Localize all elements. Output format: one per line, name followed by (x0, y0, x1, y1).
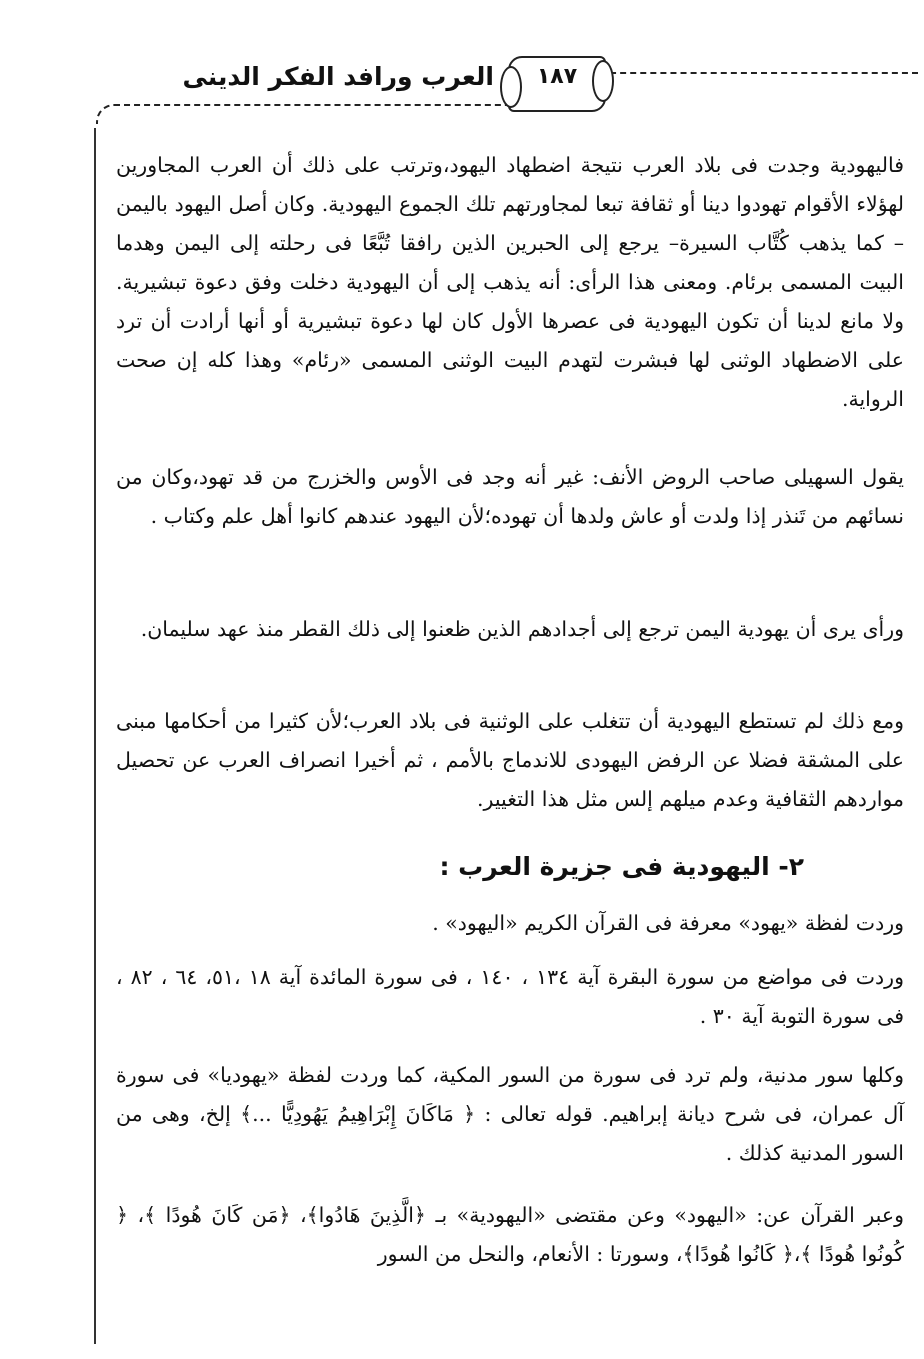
section-paragraph-1: وردت لفظة «يهود» معرفة فى القرآن الكريم «اليهود» . (432, 911, 904, 935)
section-paragraph-4: وعبر القرآن عن: «اليهود» وعن مقتضى «اليهودية» بـ ﴿الَّذِينَ هَادُوا﴾، ﴿مَن كَانَ هُودًا ﴾، ﴿ كُونُوا هُودًا ﴾،﴿ كَانُوا هُودًا﴾، وسورتا : الأنعام، والنحل من السور (116, 1203, 904, 1266)
paragraph-3: ورأى يرى أن يهودية اليمن ترجع إلى أجدادهم الذين ظعنوا إلى ذلك القطر منذ عهد سليمان. (140, 617, 904, 641)
header-dashed-rule (600, 72, 918, 74)
page-number: ١٨٧ (536, 64, 578, 89)
margin-rule (94, 128, 96, 1344)
running-title: العرب ورافد الفكر الدينى (182, 62, 494, 91)
header-dashed-corner (96, 104, 528, 124)
section-heading: ٢- اليهودية فى جزيرة العرب : (439, 852, 804, 881)
paragraph-4: ومع ذلك لم تستطع اليهودية أن تتغلب على الوثنية فى بلاد العرب؛لأن كثيرا من أحكامها مبنى على المشقة فضلا عن الرفض اليهودى للاندماج بالأمم ، ثم أخيرا انصراف العرب عن تحصيل مواردهم الثقافية وعدم ميلهم إلس مثل هذا التغيير. (116, 709, 904, 811)
section-paragraph-3: وكلها سور مدنية، ولم ترد فى سورة من السور المكية، كما وردت لفظة «يهوديا» فى سورة آل عمران، فى شرح ديانة إبراهيم. قوله تعالى : ﴿ مَاكَانَ إِبْرَاهِيمُ يَهُودِيًّا ...﴾ إلخ، وهى من السور المدنية كذلك . (116, 1063, 904, 1165)
section-paragraph-2: وردت فى مواضع من سورة البقرة آية ١٣٤ ، ١٤٠ ، فى سورة المائدة آية ١٨ ،٥١، ٦٤ ، ٨٢ ، فى سورة التوبة آية ٣٠ . (116, 965, 904, 1028)
paragraph-2: يقول السهيلى صاحب الروض الأنف: غير أنه وجد فى الأوس والخزرج من قد تهود،وكان من نسائهم من تَنذر إذا ولدت أو عاش ولدها أن تهوده؛لأن اليهود عندهم كانوا أهل علم وكتاب . (116, 465, 904, 528)
paragraph-1: فاليهودية وجدت فى بلاد العرب نتيجة اضطهاد اليهود،وترتب على ذلك أن العرب المجاورين لهؤلاء الأقوام تهودوا دينا أو ثقافة تبعا لمجاورتهم تلك الجموع اليهودية. وكان أصل اليهود باليمن – كما يذهب كُتَّاب السيرة– يرجع إلى الحبرين الذين رافقا تُبَّعًا فى رحلته إلى اليمن وهدما البيت المسمى برئام. ومعنى هذا الرأى: أنه يذهب إلى أن اليهودية دخلت وفق دعوة تبشيرية. ولا مانع لدينا أن تكون اليهودية فى عصرها الأول كان لها دعوة تبشيرية أو أنها أرادت أن ترد على الاضطهاد الوثنى لها فبشرت لتهدم البيت الوثنى المسمى «رئام» وهذا كله إن صحت الرواية. (116, 153, 904, 411)
